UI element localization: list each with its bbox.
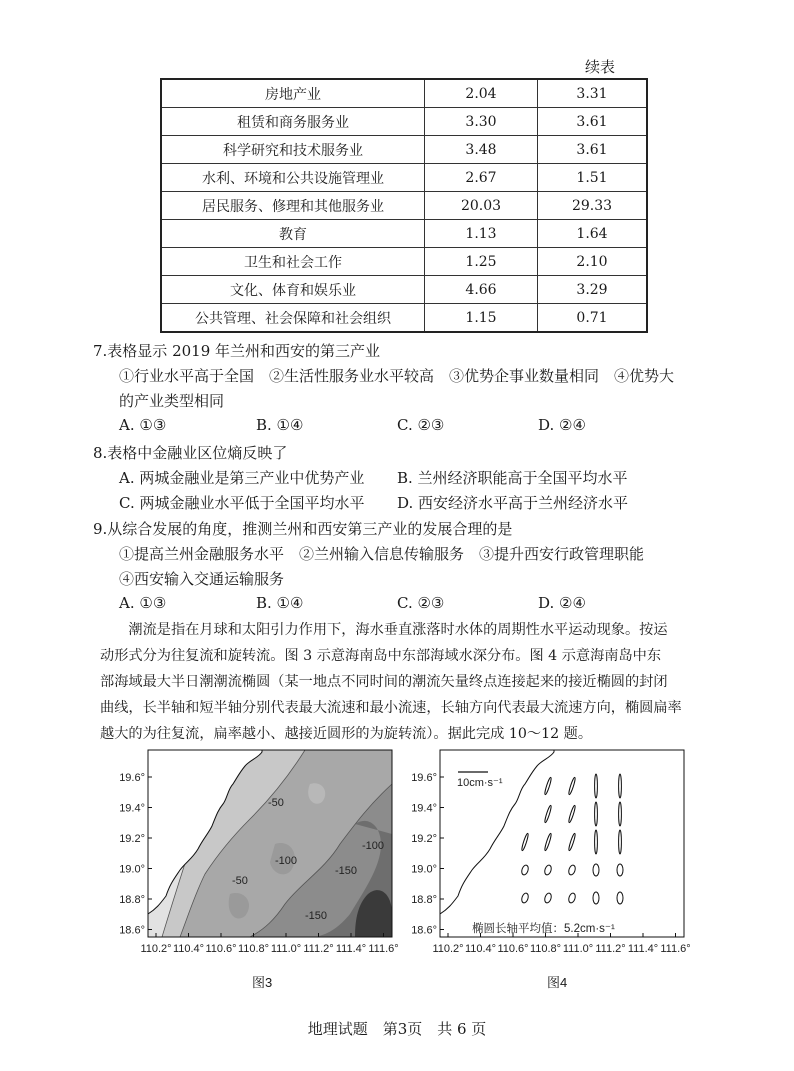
industry-name-cell: 科学研究和技术服务业 xyxy=(161,136,425,164)
table-row xyxy=(161,276,647,304)
table-row xyxy=(161,108,647,136)
ellipse-mean-label: 椭圆长轴平均值：5.2cm·s⁻¹ xyxy=(472,923,615,935)
y-tick-label: 19.4° xyxy=(119,802,145,815)
industry-name-cell: 房地产业 xyxy=(161,79,425,108)
x-tick-label: 111.2° xyxy=(303,943,334,955)
x-tick-label: 111.2° xyxy=(595,943,626,955)
fig3-contour-label-3: -100 xyxy=(275,855,298,867)
table-row xyxy=(161,220,647,248)
x-tick-label: 110.6° xyxy=(205,943,237,955)
industry-table xyxy=(160,78,648,333)
passage xyxy=(100,617,700,747)
x-tick-label: 110.4° xyxy=(464,943,497,955)
page-footer: 地理试题 第3页 共 6 页 xyxy=(307,1020,487,1038)
value-a-cell: 1.15 xyxy=(425,304,538,333)
industry-name-cell: 文化、体育和娱乐业 xyxy=(161,276,425,304)
figure-3-caption: 图3 xyxy=(252,975,273,990)
q7-items-line2: 的产业类型相同 xyxy=(119,392,225,410)
y-tick-label: 19.0° xyxy=(119,863,145,876)
q9-option-d[interactable]: D. ②④ xyxy=(538,594,586,612)
value-b-cell: 3.29 xyxy=(538,276,648,304)
q9-stem: 9.从综合发展的角度，推测兰州和西安第三产业的发展合理的是 xyxy=(93,520,513,538)
value-a-cell: 1.13 xyxy=(425,220,538,248)
passage-line-4: 曲线，长半轴和短半轴分别代表最大流速和最小流速，长轴方向代表最大流速方向，椭圆扁率 xyxy=(100,700,682,716)
value-a-cell: 1.25 xyxy=(425,248,538,276)
value-a-cell: 3.48 xyxy=(425,136,538,164)
value-b-cell: 0.71 xyxy=(538,304,648,333)
x-tick-label: 111.4° xyxy=(335,943,367,955)
q8-option-b[interactable]: B. 兰州经济职能高于全国平均水平 xyxy=(397,469,628,487)
passage-line-3: 部海域最大半日潮潮流椭圆（某一地点不同时间的潮流矢量终点连接起来的接近椭圆的封闭 xyxy=(100,674,668,690)
q8-option-d[interactable]: D. 西安经济水平高于兰州经济水平 xyxy=(397,494,629,512)
fig3-contour-label-4: -150 xyxy=(335,865,358,877)
x-tick-label: 110.8° xyxy=(237,943,270,955)
q9-option-b[interactable]: B. ①④ xyxy=(256,594,304,612)
x-tick-label: 111.4° xyxy=(627,943,659,955)
value-a-cell: 2.04 xyxy=(425,79,538,108)
industry-name-cell: 租赁和商务服务业 xyxy=(161,108,425,136)
figure-4-caption: 图4 xyxy=(547,975,568,990)
x-tick-label: 110.2° xyxy=(140,943,172,955)
industry-name-cell: 居民服务、修理和其他服务业 xyxy=(161,192,425,220)
value-a-cell: 4.66 xyxy=(425,276,538,304)
y-tick-label: 18.6° xyxy=(119,924,145,937)
value-b-cell: 1.64 xyxy=(538,220,648,248)
q8-option-c[interactable]: C. 两城金融业水平低于全国平均水平 xyxy=(119,494,365,512)
industry-name-cell: 卫生和社会工作 xyxy=(161,248,425,276)
industry-name-cell: 公共管理、社会保障和社会组织 xyxy=(161,304,425,333)
passage-line-5: 越大的为往复流，扁率越小、越接近圆形的为旋转流）。据此完成 10～12 题。 xyxy=(100,726,593,742)
q9-items-line1: ①提高兰州金融服务水平 ②兰州输入信息传输服务 ③提升西安行政管理职能 xyxy=(119,545,645,563)
fig3-contour-label-6: -100 xyxy=(362,840,385,852)
q8-stem: 8.表格中金融业区位熵反映了 xyxy=(93,444,288,462)
passage-line-2: 动形式分为往复流和旋转流。图 3 示意海南岛中东部海域水深分布。图 4 示意海南岛中东 xyxy=(100,648,662,664)
table-row xyxy=(161,164,647,192)
q7-option-c[interactable]: C. ②③ xyxy=(397,416,445,434)
table-row xyxy=(161,79,647,108)
figure-4-tidal-ellipses xyxy=(400,744,694,962)
value-b-cell: 3.31 xyxy=(538,79,648,108)
fig3-contour-label-2: -50 xyxy=(232,875,248,887)
q7-stem: 7.表格显示 2019 年兰州和西安的第三产业 xyxy=(93,342,381,360)
q9-option-a[interactable]: A. ①③ xyxy=(119,594,167,612)
x-tick-label: 110.2° xyxy=(432,943,464,955)
y-tick-label: 18.8° xyxy=(119,894,145,906)
y-tick-label: 19.4° xyxy=(411,802,437,815)
value-a-cell: 3.30 xyxy=(425,108,538,136)
y-tick-label: 19.0° xyxy=(411,863,437,876)
y-tick-label: 19.6° xyxy=(411,772,437,784)
y-tick-label: 19.2° xyxy=(411,833,437,845)
q7-option-a[interactable]: A. ①③ xyxy=(119,416,167,434)
table-row xyxy=(161,304,647,333)
q9-items-line2: ④西安输入交通运输服务 xyxy=(119,570,285,588)
industry-name-cell: 水利、环境和公共设施管理业 xyxy=(161,164,425,192)
table-row xyxy=(161,192,647,220)
x-tick-label: 111.6° xyxy=(660,943,691,955)
y-tick-label: 19.6° xyxy=(119,772,145,784)
q7-items-line1: ①行业水平高于全国 ②生活性服务业水平较高 ③优势企事业数量相同 ④优势大 xyxy=(119,367,675,385)
y-tick-label: 18.6° xyxy=(411,924,437,937)
x-tick-label: 111.0° xyxy=(270,943,302,955)
continued-table-label: 续表 xyxy=(585,58,616,76)
x-tick-label: 111.6° xyxy=(368,943,399,955)
industry-name-cell: 教育 xyxy=(161,220,425,248)
x-tick-label: 110.4° xyxy=(172,943,205,955)
figure-3-depth-map xyxy=(100,744,400,962)
fig3-contour-label-1: -50 xyxy=(268,797,284,809)
x-tick-label: 110.6° xyxy=(497,943,529,955)
q7-option-d[interactable]: D. ②④ xyxy=(538,416,586,434)
value-b-cell: 1.51 xyxy=(538,164,648,192)
table-row xyxy=(161,248,647,276)
value-b-cell: 3.61 xyxy=(538,108,648,136)
value-b-cell: 3.61 xyxy=(538,136,648,164)
passage-line-1: 潮流是指在月球和太阳引力作用下，海水垂直涨落时水体的周期性水平运动现象。按运 xyxy=(100,622,668,638)
value-a-cell: 20.03 xyxy=(425,192,538,220)
value-b-cell: 29.33 xyxy=(538,192,648,220)
value-a-cell: 2.67 xyxy=(425,164,538,192)
fig3-contour-label-5: -150 xyxy=(305,910,328,922)
q8-option-a[interactable]: A. 两城金融业是第三产业中优势产业 xyxy=(119,469,365,487)
q9-option-c[interactable]: C. ②③ xyxy=(397,594,445,612)
scale-bar-label: 10cm·s⁻¹ xyxy=(457,777,503,789)
y-tick-label: 19.2° xyxy=(119,833,145,845)
table-row xyxy=(161,136,647,164)
q7-option-b[interactable]: B. ①④ xyxy=(256,416,304,434)
y-tick-label: 18.8° xyxy=(411,894,437,906)
x-tick-label: 110.8° xyxy=(529,943,562,955)
x-tick-label: 111.0° xyxy=(562,943,594,955)
value-b-cell: 2.10 xyxy=(538,248,648,276)
